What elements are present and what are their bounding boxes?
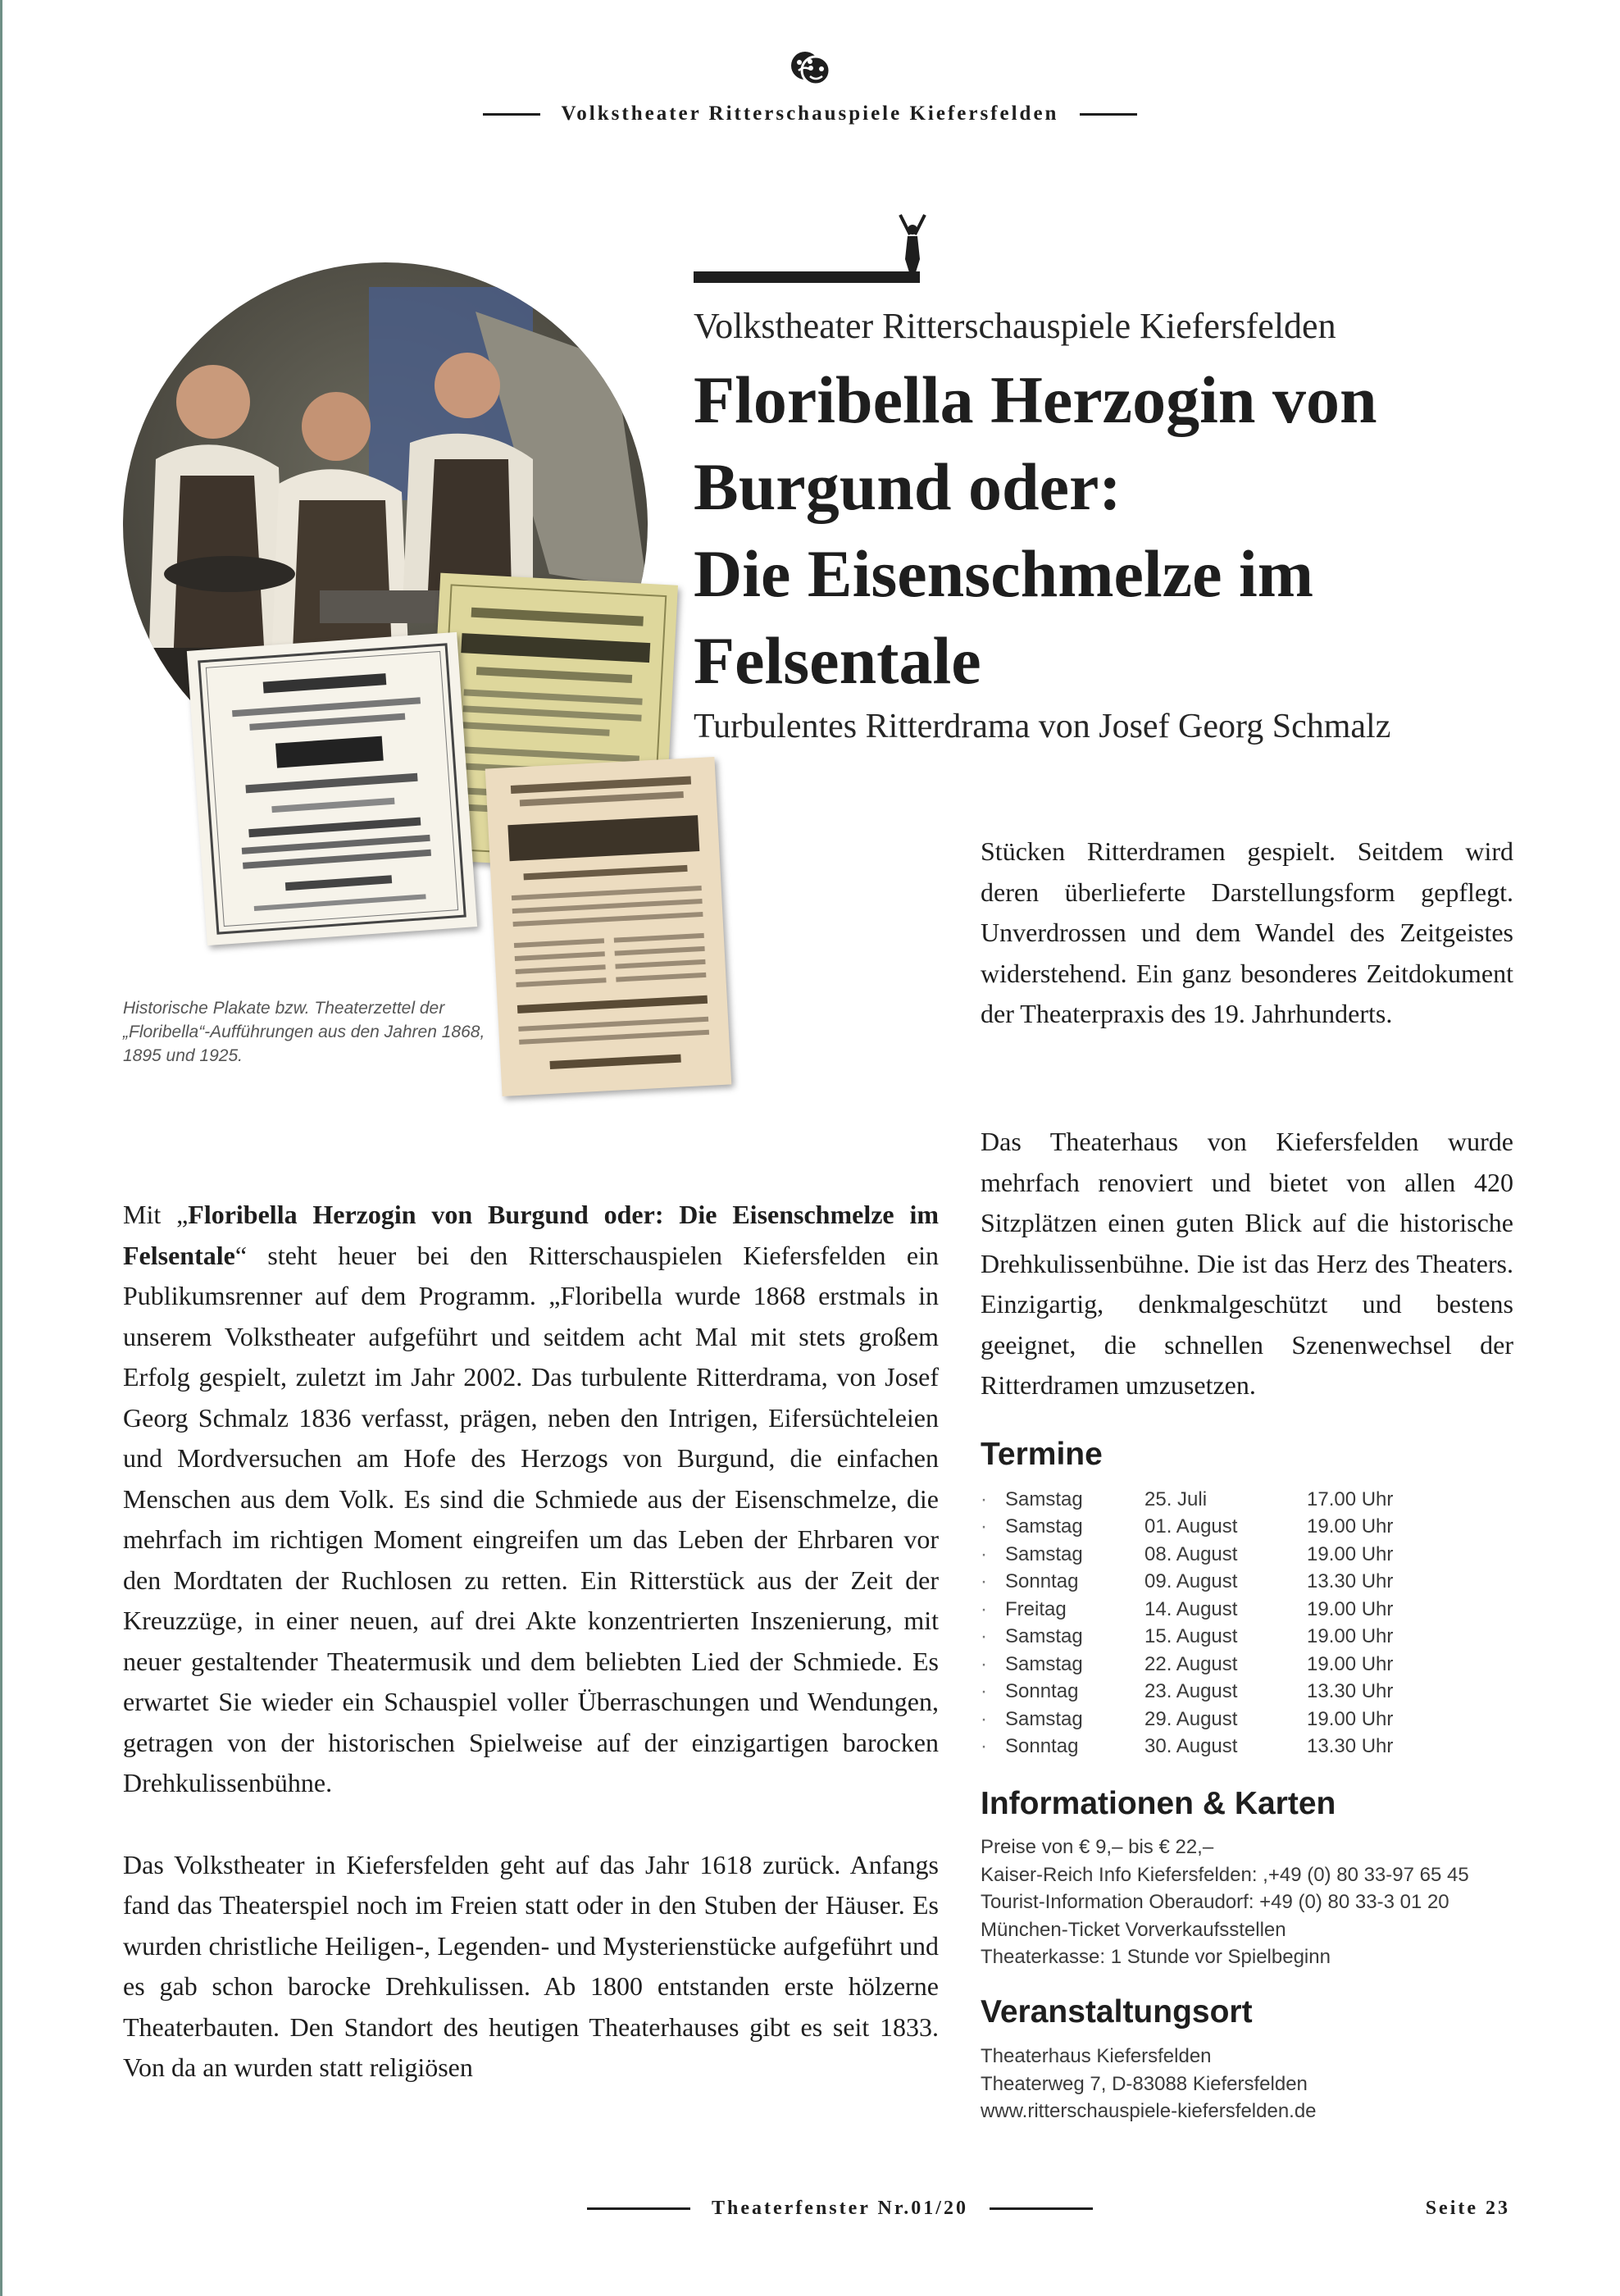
info-line: Tourist-Information Oberaudorf: +49 (0) 80 33-3 01 20: [981, 1891, 1449, 1913]
termin-day: Sonntag: [1005, 1735, 1079, 1758]
termin-date: 09. August: [1144, 1570, 1238, 1593]
termin-row: [981, 1651, 1440, 1679]
article-subtitle: Turbulentes Ritterdrama von Josef Georg Schmalz: [694, 708, 1391, 745]
header-rule-right: [1080, 113, 1137, 116]
termin-date: 25. Juli: [1144, 1487, 1208, 1510]
venue-line: Theaterweg 7, D-83088 Kiefersfelden: [981, 2072, 1308, 2095]
venue-heading: Veranstaltungsort: [981, 1994, 1253, 2029]
termin-date: 01. August: [1144, 1515, 1238, 1538]
magazine-issue: Theaterfenster Nr.01/20: [712, 2198, 968, 2219]
termin-date: 29. August: [1144, 1707, 1238, 1730]
article-kicker: Volkstheater Ritterschauspiele Kiefersfelden: [694, 306, 1336, 346]
termin-row: [981, 1733, 1440, 1761]
termin-bullet: ·: [981, 1652, 987, 1675]
article-body-left: [123, 1195, 939, 2089]
termin-bullet: ·: [981, 1707, 987, 1730]
termin-day: Freitag: [1005, 1597, 1067, 1620]
paragraph-3: Stücken Ritterdramen gespielt. Seitdem wird deren überlieferte Darstellungsform gepflegt. Unverdrossen und dem Wandel des Zeitgeistes widerstehend. Ein ganz besonderes Zeitdokument der Theaterpraxis des 19. Jahrhunderts.: [981, 836, 1513, 1028]
termin-time: 19.00 Uhr: [1307, 1625, 1394, 1648]
termine-heading: Termine: [981, 1437, 1103, 1472]
termin-time: 19.00 Uhr: [1307, 1652, 1394, 1675]
p1-lead: Mit „: [123, 1200, 189, 1229]
running-header: [0, 98, 1620, 130]
termin-day: Sonntag: [1005, 1680, 1079, 1703]
actor-figure-icon: [894, 212, 931, 272]
termine-list: [981, 1486, 1440, 1761]
headline-line: Felsentale: [694, 623, 981, 698]
info-line: München-Ticket Vorverkaufsstellen: [981, 1918, 1286, 1941]
paragraph-4: Das Theaterhaus von Kiefersfelden wurde mehrfach renoviert und bietet von allen 420 Sitzplätzen einen guten Blick auf die historische Drehkulissenbühne. Die ist das Herz des Theaters. Einzigartig, denkmalgeschützt und bestens geeignet, die schnellen Szenenwechsel der Ritterdramen umzusetzen.: [981, 1127, 1513, 1400]
termin-date: 15. August: [1144, 1625, 1238, 1648]
poster-1868: [187, 632, 477, 945]
info-block: [981, 1834, 1538, 1971]
termin-time: 19.00 Uhr: [1307, 1707, 1394, 1730]
headline-line: Floribella Herzogin von: [694, 362, 1377, 437]
footer-rule-right: [990, 2207, 1093, 2210]
termin-day: Sonntag: [1005, 1570, 1079, 1593]
termin-bullet: ·: [981, 1570, 987, 1593]
termin-day: Samstag: [1005, 1625, 1083, 1648]
termin-date: 14. August: [1144, 1597, 1238, 1620]
header-title: Volkstheater Ritterschauspiele Kiefersfelden: [561, 102, 1059, 125]
termin-bullet: ·: [981, 1680, 987, 1703]
termin-time: 19.00 Uhr: [1307, 1597, 1394, 1620]
termin-day: Samstag: [1005, 1707, 1083, 1730]
termin-day: Samstag: [1005, 1515, 1083, 1538]
venue-block: [981, 2043, 1538, 2125]
p1-rest: “ steht heuer bei den Ritterschauspielen Kiefersfelden ein Publikumsrenner auf dem Programm. „Floribella wurde 1868 erstmals in unserem Volkstheater aufgeführt und seitdem acht Mal mit stets großem Erfolg gespielt, zuletzt im Jahr 2002. Das turbulente Ritterdrama, von Josef Georg Schmalz 1836 verfasst, prägen, neben den Intrigen, Eifersüchteleien und Mordversuchen am Hofe des Herzogs von Burgund, die einfachen Menschen aus dem Volk. Es sind die Schmiede aus der Eisenschmelze, die mehrfach im richtigen Moment eingreifen um das Leben der Ehrbaren vor den Mordtaten der Ruchlosen zu retten. Ein Ritterstück aus der Zeit der Kreuzzüge, in einer neuen, auf drei Akte konzentrierten Inszenierung, mit neuer gestaltender Theatermusik und dem beliebten Lied der Schmiede. Es erwartet Sie wieder ein Schauspiel voller Überraschungen und Wendungen, getragen von der historischen Spielweise auf der einzigartigen barocken Drehkulissenbühne.: [123, 1240, 939, 1797]
play-title: Floribella Herzogin von Burgund oder: Die Eisenschmelze im Felsentale: [123, 1200, 939, 1270]
headline-line: Die Eisenschmelze im: [694, 536, 1314, 611]
page-edge-rule: [0, 0, 2, 2296]
termin-bullet: ·: [981, 1625, 987, 1648]
termin-time: 13.30 Uhr: [1307, 1570, 1394, 1593]
termin-row: [981, 1596, 1440, 1624]
termin-bullet: ·: [981, 1515, 987, 1538]
title-bar: [694, 271, 920, 283]
termin-time: 13.30 Uhr: [1307, 1735, 1394, 1758]
termin-bullet: ·: [981, 1487, 987, 1510]
info-line: Kaiser-Reich Info Kiefersfelden: ,+49 (0) 80 33-97 65 45: [981, 1863, 1469, 1886]
footer-rule-left: [587, 2207, 690, 2210]
info-line: Theaterkasse: 1 Stunde vor Spielbeginn: [981, 1946, 1331, 1968]
venue-line: Theaterhaus Kiefersfelden: [981, 2045, 1212, 2067]
termin-row: [981, 1679, 1440, 1706]
article-headline: [694, 357, 1563, 704]
termin-row: [981, 1569, 1440, 1597]
termin-time: 17.00 Uhr: [1307, 1487, 1394, 1510]
page-number: Seite 23: [1425, 2198, 1510, 2219]
termin-bullet: ·: [981, 1597, 987, 1620]
termin-time: 13.30 Uhr: [1307, 1680, 1394, 1703]
termin-bullet: ·: [981, 1542, 987, 1565]
termin-day: Samstag: [1005, 1652, 1083, 1675]
poster-1925: [485, 757, 732, 1096]
paragraph-2: Das Volkstheater in Kiefersfelden geht auf das Jahr 1618 zurück. Anfangs fand das Theaterspiel noch im Freien statt oder in den Stuben der Häuser. Es wurden christliche Heiligen-, Legenden- und Mysterienstücke aufgeführt und es gab schon barocke Drehkulissen. Ab 1800 entstanden erste hölzerne Theaterbauten. Den Standort des heutigen Theaterhauses gibt es seit 1833. Von da an wurden statt religiösen: [123, 1849, 939, 2082]
header-rule-left: [483, 113, 540, 116]
termin-bullet: ·: [981, 1735, 987, 1758]
termin-row: [981, 1486, 1440, 1514]
termin-time: 19.00 Uhr: [1307, 1515, 1394, 1538]
termin-row: [981, 1624, 1440, 1651]
termin-time: 19.00 Uhr: [1307, 1542, 1394, 1565]
termin-date: 08. August: [1144, 1542, 1238, 1565]
termin-date: 30. August: [1144, 1735, 1238, 1758]
termin-row: [981, 1706, 1440, 1733]
theater-masks-icon: [788, 49, 832, 87]
image-caption: Historische Plakate bzw. Theaterzettel der „Floribella“-Aufführungen aus den Jahren 1868, 1895 und 1925.: [123, 999, 485, 1065]
termin-date: 23. August: [1144, 1680, 1238, 1703]
termin-day: Samstag: [1005, 1487, 1083, 1510]
termin-date: 22. August: [1144, 1652, 1238, 1675]
running-footer: [587, 2198, 1093, 2220]
info-heading: Informationen & Karten: [981, 1786, 1336, 1821]
venue-url[interactable]: www.ritterschauspiele-kiefersfelden.de: [981, 2100, 1317, 2122]
info-line: Preise von € 9,– bis € 22,–: [981, 1836, 1214, 1858]
termin-row: [981, 1514, 1440, 1542]
termin-day: Samstag: [1005, 1542, 1083, 1565]
paragraph-1: [123, 1200, 939, 1797]
termin-row: [981, 1541, 1440, 1569]
headline-line: Burgund oder:: [694, 449, 1122, 524]
